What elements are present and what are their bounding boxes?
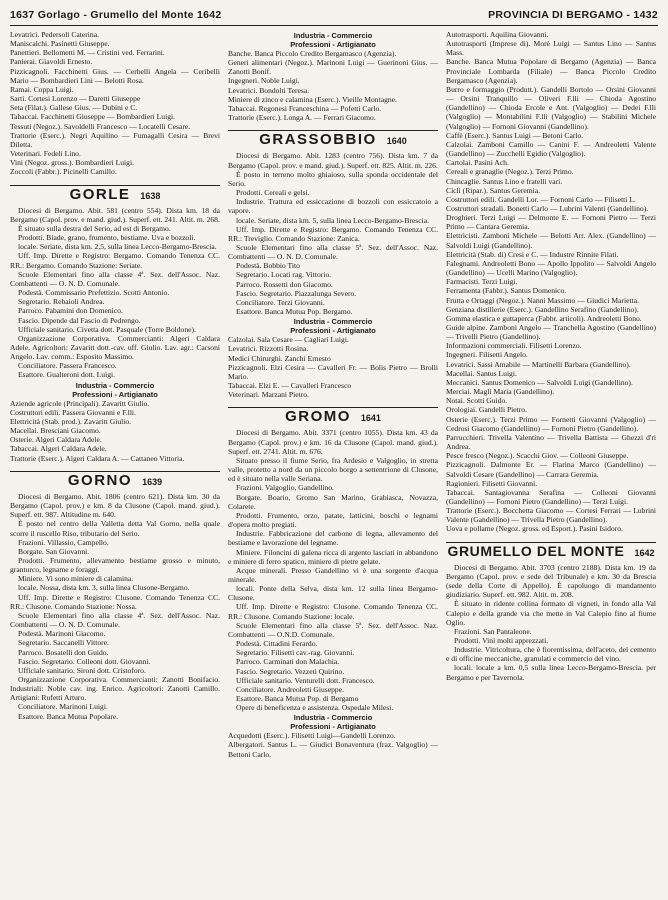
gromo-trade-list-cont bbox=[446, 30, 656, 534]
page-header bbox=[10, 5, 658, 26]
paragraph: Fascio. Segretario. Piazzalunga Severo. bbox=[236, 288, 357, 298]
town-heading-grassobbio bbox=[228, 130, 438, 149]
paragraph: Opere di beneficenza e assistenza. Ospedale Milesi. bbox=[236, 703, 394, 713]
entry: Calzolai. Sala Cesare — Cagliari Luigi. bbox=[228, 335, 349, 345]
entry: Ramai. Coppa Luigi. bbox=[10, 84, 74, 94]
entry: Elettricità (Stab. prod.). Zavaritt Giulio. bbox=[10, 416, 132, 426]
entry: Cartolai. Pasini Ach. bbox=[446, 158, 509, 168]
entry: Veterinari. Fedeli Lino. bbox=[10, 149, 81, 159]
entry: Maniscalchi. Pasinetti Giuseppe. bbox=[10, 39, 110, 49]
entry: Banche. Banca Mutua Popolare di Bergamo (Agenzia) — Banca Provinciale Lombarda (Filiale) — Banca Piccolo Credito Bergamasco (Agenzia). bbox=[446, 57, 656, 85]
paragraph: Diocesi di Bergamo. Abit. 3371 (centro 1055). Dista km. 43 da Bergamo (Capol. prov.) e km. 16 da Clusone (Capol. mand. giud.). Superf. ett. 2741. Altit. m. 676. bbox=[228, 428, 438, 456]
paragraph: È situato sulla destra del Serio, ad est di Bergamo. bbox=[18, 223, 171, 233]
grumello-description bbox=[446, 563, 656, 682]
entry: Veterinari. Marzani Pietro. bbox=[228, 390, 309, 400]
paragraph: Ufficiale sanitario. Civetta dott. Pasquale (Torre Boldone). bbox=[18, 324, 196, 334]
entry: Informazioni commerciali. Filisetti Lorenzo. bbox=[446, 341, 582, 351]
paragraph: Acque minerali. Presso Gandellino vi è una sorgente d'acqua minerale. bbox=[228, 565, 438, 584]
paragraph: Frazioni. Valgoglio, Gandellino. bbox=[236, 483, 334, 493]
paragraph: Esattore. Gualteroni dott. Luigi. bbox=[18, 370, 116, 380]
grassobbio-description bbox=[228, 151, 438, 316]
paragraph: Esattore. Banca Mutua Pop. Bergamo. bbox=[236, 307, 353, 317]
paragraph: Ufficiale sanitario. Venturelli dott. Francesco. bbox=[236, 675, 375, 685]
paragraph: È posto nel centro della Valletta detta Val Gorno, nella quale scorre il ruscello Riso, tributario del Serio. bbox=[10, 519, 220, 538]
paragraph: Segretario. Filisetti cav.-rag. Giovanni. bbox=[236, 648, 355, 658]
paragraph: Organizzazione Corporativa. Commercianti: Zanotti Bonifacio. Industriali: Noble cav. ing. Enrico. Agricoltori: Zanotti Camillo. Artigiani: Rufetti Arturo. bbox=[10, 675, 220, 703]
paragraph: locale. Nossa, dista km. 3, sulla linea Clusone-Bergamo. bbox=[18, 583, 190, 593]
paragraph: È situato in ridente collina formato di vigneti, in fondo alla Val Calepio e della grande via che mette in Val Calepio fino al fiume Oglio. bbox=[446, 599, 656, 627]
entry: Droghieri. Terzi Luigi — Delmonte E. — Fornoni Pietro — Terzi Primo — Cantara Geremia. bbox=[446, 213, 656, 232]
entry: Parrucchieri. Trivella Valentino — Trivella Battista — Ghezzi d'ri Andrea. bbox=[446, 432, 656, 452]
column-2 bbox=[228, 30, 438, 894]
paragraph: Parroco. Rossetti don Giacomo. bbox=[236, 279, 333, 289]
entry: Ingegneri. Filisetti Angelo. bbox=[446, 350, 528, 360]
entry: Uova e pollame (Negoz. gross. ed Esport.). Pasini Isidoro. bbox=[446, 524, 623, 534]
paragraph: Scuole Elementari fino alla classe 4ª. Sez. dell'Assoc. Naz. Combattenti — O. N. D. Comunale. bbox=[10, 269, 220, 288]
entry: Costruttori edili. Passera Giovanni e F.lli. bbox=[10, 407, 136, 417]
paragraph: Frazioni. San Pantaleone. bbox=[454, 626, 532, 636]
paragraph: Prodotti. Frumento, orzo, patate, latticini, boschi e legnami d'opera molto pregiati. bbox=[228, 510, 438, 530]
entry: Guide alpine. Zambonì Angelo — Tranchella Agostino (Gandellino) — Trivelli Pietro (Gandellino). bbox=[446, 323, 656, 342]
paragraph: Prodotti. Vini molti apprezzati. bbox=[454, 636, 549, 645]
gorlago-trade-list bbox=[10, 30, 220, 177]
entry: Pizzicagnoli. Elzi Cesira — Cavalleri Fr. — Bolis Pietro — Brolli Mario. bbox=[228, 362, 438, 381]
town-name: GRUMELLO DEL MONTE bbox=[447, 542, 625, 559]
section-heading: Industria - Commercio bbox=[293, 317, 373, 327]
entry: Levatrici. Pedersoli Caterina. bbox=[10, 30, 99, 39]
gorle-description bbox=[10, 206, 220, 380]
entry: Orologiai. Gandelli Pietro. bbox=[446, 405, 527, 415]
town-heading-gorno bbox=[10, 471, 220, 487]
entry: Ingegneri. Noble Luigi. bbox=[228, 76, 300, 86]
entry: Costruttori edili. Gandelli Lor. — Fornoni Carlo — Filisetti L. bbox=[446, 194, 636, 204]
section-subheading: Professioni - Artigianato bbox=[72, 389, 158, 399]
section-heading: Industria - Commercio bbox=[293, 713, 373, 723]
entry: Macellai. Bresciani Giacomo. bbox=[10, 426, 101, 436]
paragraph: Fascio. Segretario. Vezzeti Quirino. bbox=[236, 666, 345, 676]
entry: Tabaccai. Elzi E. — Cavalleri Francesco bbox=[228, 381, 352, 390]
entry: Merciai. Magli Maria (Gandellino). bbox=[446, 387, 555, 397]
town-number: 1640 bbox=[386, 136, 407, 147]
gorno-description bbox=[10, 492, 220, 721]
paragraph: Scuole Elementari fino alla classe 5ª. Sez. dell'Assoc. Naz. Combattenti — O. N. D. Comunale. bbox=[228, 242, 438, 262]
paragraph: Segretario. Saccanelli Vittore. bbox=[18, 638, 109, 648]
header-right: PROVINCIA DI BERGAMO - 1432 bbox=[488, 9, 658, 21]
columns bbox=[10, 30, 662, 894]
paragraph: Podestà. Cittadini Ferardo. bbox=[236, 639, 318, 649]
paragraph: locale. Seriate, dista km. 5, sulla linea Lecco-Bergamo-Brescia. bbox=[236, 215, 430, 225]
entry: Pesce fresco (Negoz.). Scacchi Giov. — Colleoni Giuseppe. bbox=[446, 451, 629, 461]
entry: Panierai. Giavoldi Ernesto. bbox=[10, 57, 93, 67]
entry: Zoccoli (Fabbr.). Picinelli Camillo. bbox=[10, 167, 117, 177]
entry: Calzolai. Zambonì Camillo — Canini F. — Andreoletti Valente (Gandellino) — Zucchelli Egidio (Valgoglio). bbox=[446, 139, 656, 159]
grassobbio-trade-list bbox=[228, 335, 438, 399]
entry: Medici Chirurghi. Zanchi Ernesto bbox=[228, 353, 331, 363]
town-heading-gorle bbox=[10, 185, 220, 201]
column-3 bbox=[446, 30, 656, 894]
paragraph: locale. Seriate, dista km. 2,5, sulla linea Lecco-Bergamo-Brescia. bbox=[18, 242, 217, 252]
entry: Falegnami. Andreoletti Bono — Apollo Ippolito — Salvoldi Angelo (Gandellino) — Ucelli Marino (Valgoglio). bbox=[446, 258, 656, 278]
section-subheading: Professioni - Artigianato bbox=[290, 40, 376, 49]
entry: Notai. Scotti Guido. bbox=[446, 396, 508, 406]
paragraph: Parroco. Pabamini don Domenico. bbox=[18, 306, 123, 316]
paragraph: locali. Ponte della Selva, dista km. 12 sulla linea Bergamo-Clusone. bbox=[228, 584, 438, 603]
paragraph: Parroco. Bosatelli don Guido. bbox=[18, 647, 109, 657]
town-heading-gromo bbox=[228, 407, 438, 426]
paragraph: Podestà. Bobbio Tito bbox=[236, 261, 300, 271]
section-subheading: Professioni - Artigianato bbox=[290, 326, 376, 336]
entry: Tabaccai. Algeri Caldara Adele. bbox=[10, 444, 107, 454]
entry: Burro e formaggio (Produtt.). Gandelli Bortolo — Orsini Giovanni — Orsini Tranquillo — Oliveri F.lli — Chioda Agostino (Gandellino) — Chioda Ercole e Ant. (Valgoglio) — Dedei F.lli (Valgoglio) — Montabilini F.lli (Valgoglio) — Stabilini Michele (Valgoglio) — Fornoni Giovanni (Gandellino). bbox=[446, 84, 656, 131]
paragraph: Ufficiale sanitario. Sironi dott. Cristoforo. bbox=[18, 665, 146, 675]
paragraph: È posto in terreno molto ghiaioso, sulla sponda occidentale del Serio. bbox=[228, 169, 438, 188]
entry: Autotrasporti. Aquilina Giovanni. bbox=[446, 30, 549, 39]
paragraph: Scuole Elementari fino alla classe 4ª. Sez. dell'Assoc. Naz. Combattenti — O. N. D. Comunale. bbox=[10, 610, 220, 630]
paragraph: Miniere. Vi sono miniere di calamina. bbox=[18, 574, 134, 584]
entry: Trattorie (Eserc.). Negri Aquilino — Fumagalli Cesira — Brevi Diletta. bbox=[10, 130, 220, 149]
entry: Autotrasporti (Imprese di). Morè Luigi — Santus Lino — Santus Mass. bbox=[446, 39, 656, 58]
town-number: 1639 bbox=[142, 476, 163, 487]
entry: Tabaccai. Regonesi Franceschina — Pofetti Carlo. bbox=[228, 103, 382, 113]
paragraph: Uff. Imp. Dirette e Registro: Clusone. Comando Tenenza CC. RR.: Clusone. Comando Stazione: locale. bbox=[228, 602, 438, 621]
gorle-trade-list bbox=[10, 399, 220, 463]
entry: Osterie (Eserc.). Terzi Primo — Fornetti Giovanni (Valgoglio) — Cedrosi Giacomo (Gandellino) — Fornoni Pietro (Gandellino). bbox=[446, 414, 656, 433]
paragraph: Segretario. Locati rag. Vittorio. bbox=[236, 270, 332, 280]
section-heading: Industria - Commercio bbox=[75, 380, 155, 390]
paragraph: Conciliatore. Passera Francesco. bbox=[18, 361, 117, 371]
entry: Tabaccai. Facchinetti Giuseppe — Bombardieri Luigi. bbox=[10, 112, 176, 122]
entry: Miniere di zinco e calamina (Eserc.). Vieille Montagne. bbox=[228, 94, 397, 104]
entry: Seta (Filat.). Gallese Gius. — Dubini e C. bbox=[10, 103, 138, 113]
paragraph: Miniere. Filoncini di galena ricca di argento lasciati in abbandono e miniere di ferro spatico, miniere di pietre gelate. bbox=[228, 547, 438, 566]
town-number: 1642 bbox=[634, 547, 655, 558]
town-name: GORLE bbox=[69, 185, 131, 203]
paragraph: Segretario. Rebaioli Andrea. bbox=[18, 297, 105, 307]
paragraph: Diocesi di Bergamo. Abit. 581 (centro 554). Dista km. 18 da Bergamo (Capol. prov. e mand. giud.). Superf. ett. 241. Altit. m. 268. bbox=[10, 205, 220, 224]
paragraph: Podestà. Marinoni Giacomo. bbox=[18, 629, 106, 639]
entry: Banche. Banca Piccolo Credito Bergamasco (Agenzia). bbox=[228, 49, 397, 58]
paragraph: Diocesi di Bergamo. Abit. 3703 (centro 2188). Dista km. 19 da Bergamo (Capol. prov. e sede del Tribunale) e km. 30 da Brescia (sede della Corte di Appello). È capoluogo di mandamento giudiziario. Superf. ett. 982. Altit. m. 208. bbox=[446, 562, 656, 600]
entry: Farmacisti. Terzi Luigi. bbox=[446, 277, 518, 287]
entry: Genziana distillerie (Eserc.). Gandellino Serafino (Gandellino). bbox=[446, 304, 639, 314]
entry: Acquedotti (Eserc.). Filisetti Luigi—Gandelli Lorenzo. bbox=[228, 731, 396, 741]
paragraph: Industrie. Vitricoltura, che è fiorentissima, dell'aceto, del cemento e di officine meccaniche, granulati e commercio del vino. bbox=[446, 645, 656, 664]
paragraph: Uff. Imp. Dirette e Registro: Clusone. Comando Tenenza CC. RR.: Clusone. Comando Stazione: Nossa. bbox=[10, 592, 220, 611]
entry: Sarti. Cortesi Lorenzo — Daretti Giuseppe bbox=[10, 94, 141, 104]
gromo-description bbox=[228, 428, 438, 712]
entry: Generi alimentari (Negoz.). Marinoni Luigi — Guerinoni Gius. — Zanotti Bonif. bbox=[228, 58, 438, 77]
entry: Levatrici. Rizzotti Rosina. bbox=[228, 344, 309, 354]
entry: Aziende agricole (Principali). Zavaritt Giulio. bbox=[10, 398, 150, 408]
paragraph: Diocesi di Bergamo. Abit. 1283 (centro 756). Dista km. 7 da Bergamo (Capol. prov. e mand. giud.). Superf. ett. 825. Altit. m. 226. bbox=[228, 151, 438, 170]
paragraph: Esattore. Banca Mutua Pop. di Bergamo bbox=[236, 694, 359, 703]
paragraph: Fascio. Dipende dal Fascio di Pedrengo. bbox=[18, 315, 141, 325]
paragraph: Industrie. Fabbricazione del carbone di legna, allevamento del bestiame e lavorazione del legname. bbox=[228, 529, 438, 548]
entry: Gomma elastica e guttaperca (Fabbr. articoli). Andreoletti Bono. bbox=[446, 313, 642, 323]
paragraph: Prodotti. Cereali e gelsi. bbox=[236, 188, 310, 198]
entry: Levatrici. Bondolti Teresa. bbox=[228, 85, 310, 95]
gorno-trade-list bbox=[228, 49, 438, 122]
paragraph: Frazioni. Villassio, Campello. bbox=[18, 537, 109, 547]
paragraph: Scuole Elementari fino alla classe 5ª. Sez. dell'Assoc. Naz. Combattenti — O.N.D. Comunale. bbox=[228, 620, 438, 639]
entry: Osterie. Algeri Caldara Adele. bbox=[10, 435, 102, 445]
section-heading: Industria - Commercio bbox=[293, 31, 373, 40]
paragraph: Fascio. Segretario. Colleoni dott. Giovanni. bbox=[18, 656, 151, 666]
paragraph: Podestà. Commissario Prefettizio. Scotti Antonio. bbox=[18, 288, 170, 298]
column-1 bbox=[10, 30, 220, 894]
paragraph: Diocesi di Bergamo. Abit. 1806 (centro 621). Dista km. 30 da Bergamo (Capol. prov.) e km. 8 da Clusone (Capol. mand. giud.). Superf. ett. 987. Altitudine m. 640. bbox=[10, 491, 220, 520]
entry: Panettieri. Bellometti M. — Cristini ved. Ferrarini. bbox=[10, 48, 165, 58]
paragraph: locali. locale a km. 0,5 sulla linea Lecco-Bergamo-Brescia. per Bergamo e per Tavernola. bbox=[446, 663, 656, 682]
entry: Ragionieri. Filisetti Giovanni. bbox=[446, 478, 538, 488]
entry: Tabaccai. Santagiovanna Serafina — Colleoni Giovanni (Gandellino) — Fornoni Pietro (Gandellino) — Terzi Luigi. bbox=[446, 487, 656, 506]
paragraph: Borgate. San Giovanni. bbox=[18, 546, 90, 556]
entry: Cicli (Ripar.). Santus Geremia. bbox=[446, 185, 541, 195]
paragraph: Conciliatore. Terzi Giovanni. bbox=[236, 297, 325, 307]
paragraph: Conciliatore. Marinoni Luigi. bbox=[18, 702, 108, 712]
header-left: 1637 Gorlago - Grumello del Monte 1642 bbox=[10, 9, 222, 21]
paragraph: Esattore. Banca Mutua Popolare. bbox=[18, 711, 119, 721]
entry: Elettricisti. Zambonì Michele — Belotti Arr. Alex. (Gandellino) — Salvoldi Luigi (Gandellino). bbox=[446, 231, 656, 250]
paragraph: Borgate. Boario, Gromo San Marino, Grabiasca, Novazza, Colarete. bbox=[228, 492, 438, 511]
town-number: 1638 bbox=[140, 190, 161, 201]
town-number: 1641 bbox=[360, 413, 381, 424]
town-name: GROMO bbox=[285, 408, 351, 426]
entry: Trattorie (Eserc.). Longa A. — Ferrari Giacomo. bbox=[228, 113, 376, 123]
entry: Trattorie (Eserc.). Algeri Caldara A. — Cattaneo Vittoria. bbox=[10, 453, 185, 463]
entry: Pizzicagnoli. Dalmonte Er. — Flarina Marco (Gandellino) — Salvoldi Cesare (Gandellino) — Carrara Geremia. bbox=[446, 460, 656, 479]
entry: Levatrici. Sassi Amabile — Martinelli Barbara (Gandellino). bbox=[446, 359, 631, 369]
paragraph: Prodotti. Frumento, allevamento bestiame grosso e minuto, granturco, legname e foraggi. bbox=[10, 555, 220, 575]
entry: Albergatori. Santus L. — Giudici Bonaventura (fraz. Valgoglio) — Bettoni Carlo. bbox=[228, 740, 438, 759]
entry: Vini (Negoz. gross.). Bombardieri Luigi. bbox=[10, 158, 134, 168]
entry: Trattorie (Eserc.). Bocchetta Giacomo — Cortesi Ferrari — Lubrini Valente (Gandellino) — Trivella Pietro (Gandellino). bbox=[446, 506, 656, 525]
entry: Macellai. Santus Luigi. bbox=[446, 368, 517, 378]
entry: Chincaglie. Santus Lino e fratelli vari. bbox=[446, 176, 563, 186]
section-subheading: Professioni - Artigianato bbox=[290, 722, 376, 732]
entry: Pizzicagnoli. Facchinetti Gius. — Cerbelli Angela — Ceribelli Mario — Bombardieri Lini — Belotti Rosa. bbox=[10, 66, 220, 85]
paragraph: Organizzazione Corporativa. Commercianti: Algeri Caldara Adele. Agricoltori: Zavaritt dott.-cav. uff. Giulio. Lav. agr.: Carsoni Angelo. Lav. comm.: Esposito Massimo. bbox=[10, 333, 220, 362]
paragraph: Industrie. Trattura ed essiccazione di bozzoli con essiccatoio a vapore. bbox=[228, 197, 438, 216]
paragraph: Uff. Imp. Dirette e Registro: Bergamo. Comando Tenenza CC. RR.: Treviglio. Comando Stazione: Zanica. bbox=[228, 224, 438, 243]
entry: Elettricità (Stab. di) Cresi e C. — Industre Rinnite Filati. bbox=[446, 249, 619, 259]
paragraph: Situato presso il fiume Serio, fra Ardesio e Valgoglio, in stretta valle, protetto a nord da un piccolo borgo a settentrione di Clusone, ed è situato nella valle Seriana. bbox=[228, 455, 438, 484]
entry: Caffè (Eserc.). Santus Luigi — Betoni Carlo. bbox=[446, 130, 584, 140]
town-name: GRASSOBBIO bbox=[259, 131, 377, 149]
town-name: GORNO bbox=[67, 471, 133, 489]
entry: Frutta e Ortaggi (Negoz.). Nanni Massimo — Giudici Marietta. bbox=[446, 295, 639, 305]
entry: Ferramenta (Fabbr.). Santus Domenico. bbox=[446, 286, 567, 296]
town-heading-grumello bbox=[446, 542, 656, 558]
paragraph: Parroco. Carminati don Malachia. bbox=[236, 657, 340, 667]
gromo-trade-list bbox=[228, 731, 438, 758]
entry: Tessuti (Negoz.). Savoldelli Francesco — Locatelli Cesare. bbox=[10, 121, 191, 131]
paragraph: Uff. Imp. Dirette e Registro: Bergamo. Comando Tenenza CC. RR.: Bergamo. Comando Stazione: Seriate. bbox=[10, 251, 220, 270]
entry: Meccanici. Santus Domenico — Salvoldi Luigi (Gandellino). bbox=[446, 377, 633, 387]
paragraph: Prodotti. Biade, grano, frumento, bestiame. Uva e bozzoli. bbox=[18, 233, 196, 243]
paragraph: Conciliatore. Andreoletti Giuseppe. bbox=[236, 684, 344, 694]
entry: Costruttori stradali. Bonetti Carlo — Lubrini Valenti (Gandellino). bbox=[446, 203, 649, 213]
entry: Cereali e granaglie (Negoz.). Terzi Primo. bbox=[446, 167, 574, 177]
